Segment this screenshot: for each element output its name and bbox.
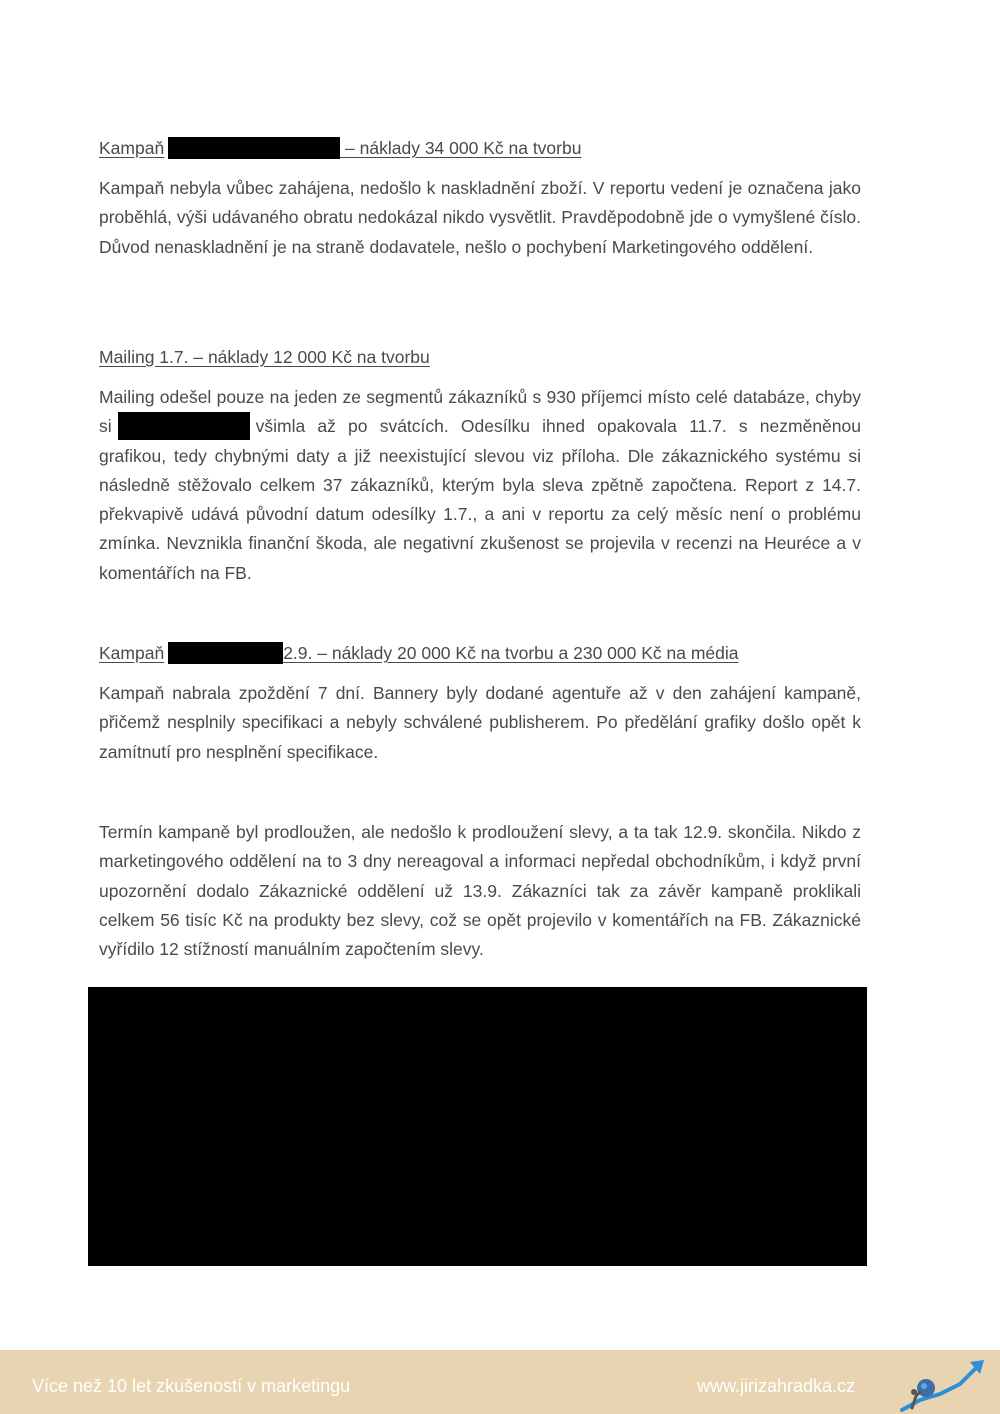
redaction-bar (168, 642, 283, 664)
section-2-body-part1: Mailing odešel pouze na jeden ze segmentů zákazníků s 930 příjemci místo celé databáze, chyby si (99, 387, 861, 437)
section-1-body: Kampaň nebyla vůbec zahájena, nedošlo k naskladnění zboží. V reportu vedení je označena jako proběhlá, výši udávaného obratu nedokázal nikdo vysvětlit. Pravděpodobně jde o vymyšlené číslo. Důvod nenaskladnění je na straně dodavatele, nešlo o pochybení Marketingového oddělení. (99, 178, 861, 257)
redaction-bar (168, 137, 340, 159)
section-2-heading: Mailing 1.7. – náklady 12 000 Kč na tvorbu (99, 347, 430, 367)
section-1-heading (99, 136, 581, 160)
redaction-bar (118, 412, 250, 440)
redacted-image (88, 987, 867, 1266)
section-3-heading-suffix: 2.9. – náklady 20 000 Kč na tvorbu a 230 000 Kč na média (283, 643, 739, 663)
footer-website-link[interactable]: www.jirizahradka.cz (697, 1376, 856, 1396)
footer-tagline: Více než 10 let zkušeností v marketingu (32, 1376, 351, 1396)
sisyphus-arrow-logo-icon (900, 1358, 986, 1412)
section-1-heading-prefix: Kampaň (99, 138, 165, 158)
section-3-body-2: Termín kampaně byl prodloužen, ale nedošlo k prodloužení slevy, a ta tak 12.9. skončila. Nikdo z marketingového oddělení na to 3 dny nereagoval a informaci nepředal obchodníkům, i když první upozornění dodalo Zákaznické oddělení už 13.9. Zákazníci tak za závěr kampaně proklikali celkem 56 tisíc Kč na produkty bez slevy, což se opět projevilo v komentářích na FB. Zákaznické vyřídilo 12 stížností manuálním započtením slevy. (99, 822, 861, 960)
section-3-body: Kampaň nabrala zpoždění 7 dní. Bannery byly dodané agentuře až v den zahájení kampaně, přičemž nesplnily specifikaci a nebyly schválené publisherem. Po předělání grafiky došlo opět k zamítnutí pro nesplnění specifikace. (99, 683, 861, 762)
section-2-body (99, 383, 861, 588)
footer-bar (0, 1350, 1000, 1414)
section-3-heading (99, 641, 739, 665)
section-3-heading-prefix: Kampaň (99, 643, 165, 663)
section-1-heading-suffix: – náklady 34 000 Kč na tvorbu (340, 138, 582, 158)
section-2-body-part2: všimla až po svátcích. Odesílku ihned opakovala 11.7. s nezměněnou grafikou, tedy chybnými daty a již neexistující slevou viz příloha. Dle zákaznického systému si následně stěžovalo celkem 37 zákazníků, kterým byla sleva zpětně započtena. Report z 14.7. překvapivě udává původní datum odesílky 1.7., a ani v reportu za celý měsíc není o problému zmínka. Nevznikla finanční škoda, ale negativní zkušenost se projevila v recenzi na Heuréce a v komentářích na FB. (99, 416, 861, 583)
